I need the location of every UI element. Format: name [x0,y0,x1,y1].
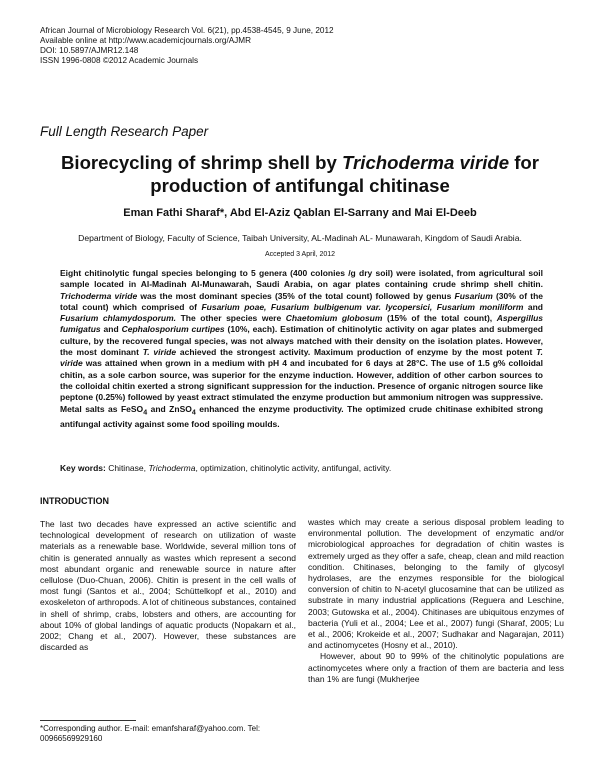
abstract-text: The other species were [176,313,286,324]
author-list: Eman Fathi Sharaf*, Abd El-Aziz Qablan El-Sarrany and Mai El-Deeb [123,207,477,219]
abstract-text: and [100,324,122,335]
intro-paragraph-continued: wastes which may create a serious disposal problem leading to environmental pollution. The development of enzymatic and/or microbiological approaches for degradation of chitin wastes is extremely urged as they offer a safe, cheap, clean and mild reaction condition. Chitinases, belonging to the family of glycosyl hydrolases, are the enzymes responsible for the biological conversion of chitin to N-acetyl glucosamine that can be utilized as substrate in many industrial applications (Reguera and Leschine, 2003; Gutowska et al., 2004). Chitinases are ubiquitous enzymes of bacteria (Yuli et al., 2004; Lee et al., 2007) fungi (Sharaf, 2005; Lu et al., 2006; Krokeide et al., 2007; Sudhakar and Nagarajan, 2011) and actinomycetes (Hosny et al., 2010). [308,517,564,651]
intro-paragraph-2: However, about 90 to 99% of the chitinolytic populations are actinomycetes where only a fraction of them are bacteria and less than 1% are fungi (Mukherjee [308,651,564,684]
abstract-text: and ZnSO [147,403,192,414]
intro-paragraph: The last two decades have expressed an active scientific and technological development of research on utilization of waste materials as a renewable base. Worldwide, several million tons of chitin is generated annually as wastes which represent a second most abundant organic and renewable source in nature after cellulose (Duo-Chuan, 2006). Chitin is present in the cell walls of most fungi (Santos et al., 2004; Schüttelkopf et al., 2010) and exoskeleton of arthropods. A lot of chitineous substances, contained in shell of shrimp, crabs, lobsters and others, are accounting for about 10% of global landings of aquatic products (Nopakarn et al., 2002; Chang et al., 2007). However, these substances are discarded as [40,519,296,653]
title-part-1: Biorecycling of shrimp shell by [60,152,343,173]
title-species: Trichoderma viride [342,152,510,173]
abstract-text: (10%, each). Estimation of chitinolytic activity on agar plates and submerged culture, by the recovered fungal species, was not always matched with their density on the isolation plates. However, the most dominant [60,324,543,358]
right-column [308,517,564,685]
abstract-species: Fusarium [454,290,493,301]
title-part-2: for production of antifungal chitinase [150,152,540,196]
abstract-text: enhanced the enzyme productivity. The optimized crude chitinase exhibited strong antifungal activity against some food spoiling moulds. [60,403,544,429]
footnote-divider [40,720,136,721]
corresponding-author-footnote: *Corresponding author. E-mail: emanfsharaf@yahoo.com. Tel: 00966569929160 [40,724,261,743]
abstract-species: T. viride [60,347,544,369]
issn-line: ISSN 1996-0808 ©2012 Academic Journals [40,56,199,65]
abstract-species: Cephalosporium curtipes [121,324,225,335]
accepted-date: Accepted 3 April, 2012 [264,251,336,258]
availability-line: Available online at http://www.academicjournals.org/AJMR [40,36,252,45]
abstract-text: and [523,301,543,312]
abstract-text: (15% of the total count), [382,313,497,324]
abstract-species: Aspergillus fumigatus [60,313,543,335]
paper-title [40,151,560,197]
abstract-text: was the most dominant species (35% of the total count) followed by genus [137,290,455,301]
subscript: 4 [143,408,148,417]
abstract-text: Eight chitinolytic fungal species belonging to 5 genera (400 colonies /g dry soil) were isolated, from agricultural soil sample located in Al-Madinah Al-Munawarah, Saudi Arabia, on agar plates containing crude shrimp shell chitin. [60,268,543,290]
abstract-species: Chaetomium globosum [285,313,383,324]
left-column [40,519,296,653]
keywords-label: Key words: [60,463,106,473]
paper-type-label: Full Length Research Paper [40,124,209,139]
keywords-text: Chitinase, [105,463,149,473]
abstract-text: (30% of the total count) which comprised of [60,290,543,312]
keywords-text: , optimization, chitinolytic activity, antifungal, activity. [195,463,392,473]
abstract-species: Trichoderma viride [60,290,138,301]
keywords [60,463,550,473]
keywords-italic: Trichoderma [148,463,196,473]
subscript: 4 [191,408,196,417]
abstract-text: achieved the strongest activity. Maximum production of enzyme by the most potent [176,347,537,358]
doi-line: DOI: 10.5897/AJMR12.148 [40,46,139,55]
introduction-heading: INTRODUCTION [40,496,109,506]
abstract-text: was attained when grown in a medium with pH 4 and incubated for 6 days at 28°C. The use of 1.5 g% colloidal chitin, as a sole carbon source, was superior for the enzyme induction. However, addition of other carbon sources to the colloidal chitin exerted a strong significant suppression for the induction. Presence of organic nitrogen source like peptone (0.25%) followed by yeast extract stimulated the enzyme production but ammonium nitrogen was suppressive. Metal salts as FeSO [60,358,543,414]
abstract-species: Fusarium poae, Fusarium bulbigenum var. lycopersici, Fusarium moniliform [201,301,524,312]
affiliation: Department of Biology, Faculty of Science, Taibah University, AL-Madinah AL- Munawarah, Kingdom of Saudi Arabia. [78,233,522,243]
abstract [60,268,543,430]
journal-header [40,26,334,66]
abstract-species: Fusarium chlamydosporum. [60,313,177,324]
journal-citation: African Journal of Microbiology Research Vol. 6(21), pp.4538-4545, 9 June, 2012 [40,26,334,35]
abstract-species: T. viride [142,347,177,358]
